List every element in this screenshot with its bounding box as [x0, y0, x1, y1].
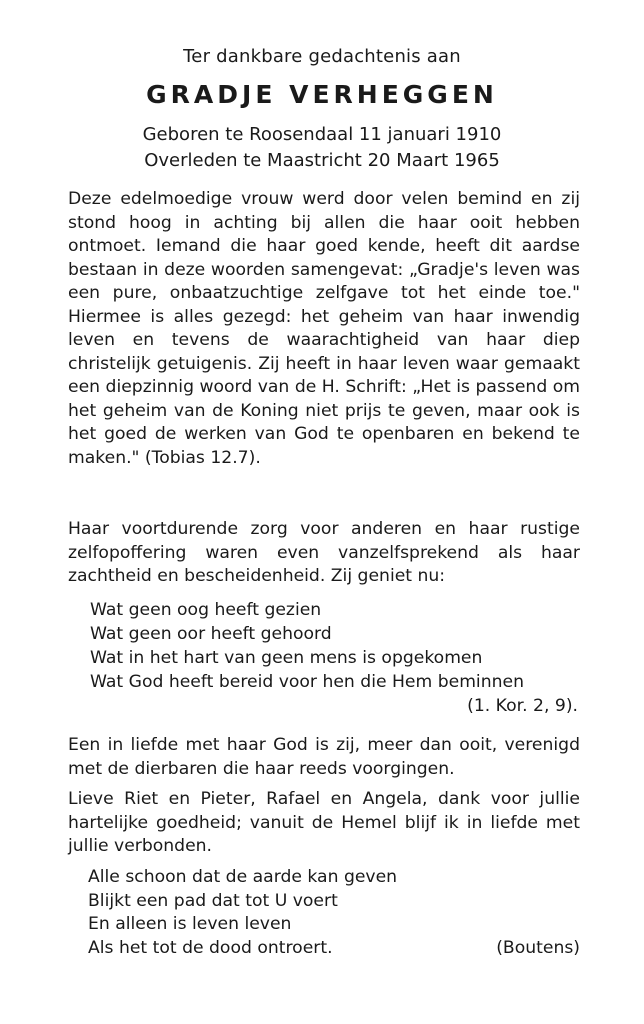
verse-line: Wat in het hart van geen mens is opgekomen — [90, 648, 483, 668]
poem-line: Blijkt een pad dat tot U voert — [88, 890, 338, 911]
deceased-name: GRADJE VERHEGGEN — [146, 80, 498, 109]
scripture-verse — [90, 598, 580, 718]
verse-line: Wat geen oor heeft gehoord — [90, 624, 332, 644]
closing-poem — [88, 866, 580, 960]
paragraph-character: Haar voortdurende zorg voor anderen en haar rustige zelfopoffering waren even vanzelfsprekend als haar zachtheid en bescheidenheid. Zij geniet nu: — [68, 519, 580, 586]
life-dates — [0, 122, 644, 174]
poem-line: En alleen is leven leven — [88, 914, 292, 934]
paragraph-tribute: Deze edelmoedige vrouw werd door velen bemind en zij stond hoog in achting bij allen die haar ooit hebben ontmoet. Iemand die haar goed kende, heeft dit aardse bestaan in deze woorden samengevat: „Gradje's leven was een pure, onbaatzuchtige zelfgave tot het einde toe." Hiermee is alles gezegd: het geheim van haar inwendig leven en tevens de waarachtigheid van haar diep christelijk getuigenis. Zij heeft in haar leven waar gemaakt een diepzinnig woord van de H. Schrift: „Het is passend om het geheim van de Koning niet prijs te geven, maar ook is het goed de werken van God te openbaren en bekend te maken." (Tobias 12.7). — [68, 189, 580, 468]
verse-line: Wat geen oog heeft gezien — [90, 600, 322, 620]
verse-line: Wat God heeft bereid voor hen die Hem beminnen — [90, 672, 524, 692]
poem-attribution: (Boutens) — [496, 937, 580, 958]
paragraph-union: Een in liefde met haar God is zij, meer dan ooit, verenigd met de dierbaren die haar reeds voorgingen. — [68, 735, 580, 779]
poem-last-row — [88, 937, 580, 961]
poem-line: Als het tot de dood ontroert. — [88, 937, 333, 958]
death-line: Overleden te Maastricht 20 Maart 1965 — [144, 150, 500, 171]
dedication-line: Ter dankbare gedachtenis aan — [183, 46, 461, 67]
poem-line: Alle schoon dat de aarde kan geven — [88, 867, 398, 887]
verse-reference: (1. Kor. 2, 9). — [467, 696, 578, 716]
paragraph-farewell: Lieve Riet en Pieter, Rafael en Angela, dank voor jullie hartelijke goedheid; vanuit de Hemel blijf ik in liefde met jullie verbonden. — [68, 789, 580, 856]
birth-line: Geboren te Roosendaal 11 januari 1910 — [142, 124, 502, 145]
